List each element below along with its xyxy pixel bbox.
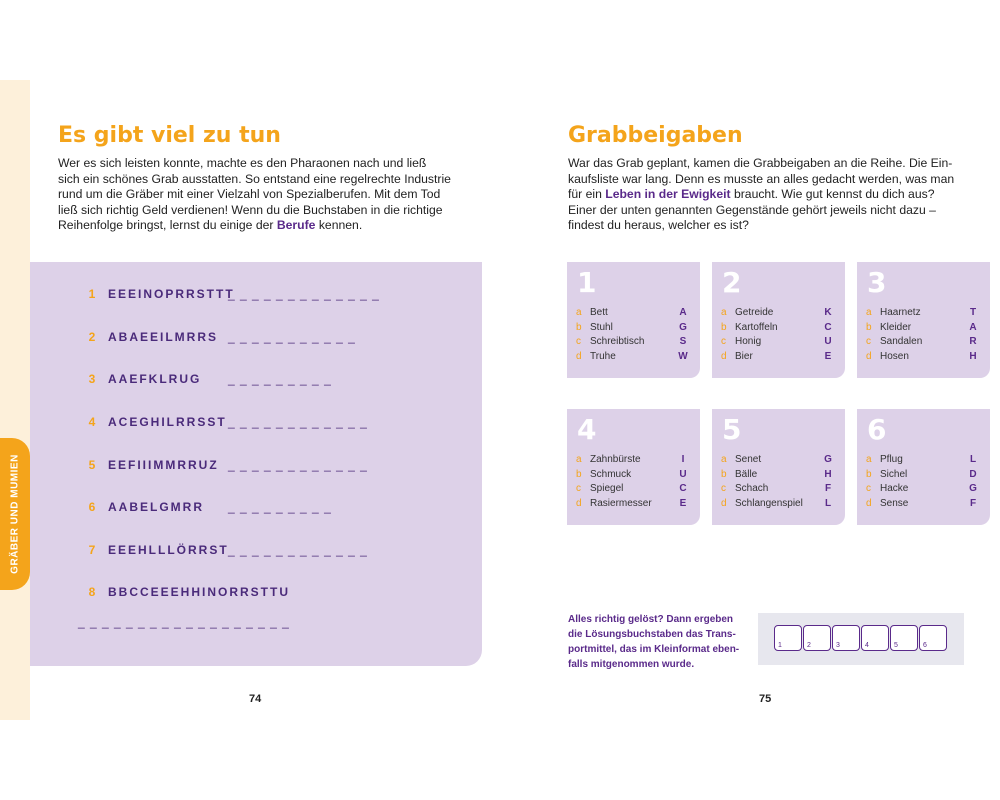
page-number-right: 75 [759,693,772,705]
right-intro-line-5: findest du heraus, welcher es ist? [568,218,749,232]
option-name: Getreide [735,307,774,318]
option-letter: b [721,322,727,333]
option-name: Honig [735,336,762,347]
right-intro-emphasis: Leben in der Ewigkeit [605,187,731,201]
option-letter: b [866,469,872,480]
cell-number: 1 [778,642,782,649]
solution-letter: I [681,454,685,465]
quiz-card-2 [712,262,845,378]
card-option[interactable] [576,322,688,333]
card-number: 2 [722,266,742,299]
puzzle-number: 6 [88,500,96,514]
card-option[interactable] [721,469,833,480]
option-name: Truhe [590,351,616,362]
cell-number: 5 [894,642,898,649]
puzzle-number: 3 [88,372,96,386]
option-letter: a [721,454,727,465]
option-letter: d [721,498,727,509]
left-intro-emphasis: Berufe [276,218,316,232]
card-option[interactable] [576,483,688,494]
solution-cell-4[interactable] [861,625,889,651]
solution-letter: L [824,498,832,509]
solution-letter: U [824,336,832,347]
solution-letter: E [679,498,687,509]
quiz-card-4 [567,409,700,525]
left-intro-line-5 [58,218,458,234]
solution-letter: S [679,336,687,347]
card-option[interactable] [866,469,978,480]
quiz-card-5 [712,409,845,525]
option-name: Kartoffeln [735,322,778,333]
option-name: Sandalen [880,336,923,347]
puzzle-letters: ABAEEILMRRS [108,330,219,344]
card-option[interactable] [721,336,833,347]
solution-letter: H [824,469,832,480]
solution-letter: E [824,351,832,362]
answer-blanks[interactable]: _ _ _ _ _ _ _ _ _ _ _ _ [228,543,368,557]
left-title: Es gibt viel zu tun [58,123,281,148]
right-intro-text: für ein [568,187,606,201]
solution-letter: A [679,307,687,318]
card-option[interactable] [576,469,688,480]
puzzle-number: 8 [88,585,96,599]
left-intro-text: Reihenfolge bringst, lernst du einige der [58,218,277,232]
option-name: Spiegel [590,483,624,494]
right-intro-line-3 [568,187,968,203]
card-option[interactable] [576,454,688,465]
answer-blanks[interactable]: _ _ _ _ _ _ _ _ _ _ _ _ _ _ _ _ _ _ [78,615,290,629]
solution-letter: U [679,469,687,480]
answer-blanks[interactable]: _ _ _ _ _ _ _ _ _ _ _ _ [228,458,368,472]
card-option[interactable] [866,454,978,465]
puzzle-row-4 [30,415,227,429]
puzzle-letters: EEEINOPRRSTTT [108,287,235,301]
solution-letter: H [969,351,977,362]
page-number-left: 74 [249,693,262,705]
solution-line-3: portmittel, das im Kleinformat eben- [568,644,740,655]
puzzle-number: 1 [88,287,96,301]
option-name: Hosen [880,351,909,362]
answer-blanks[interactable]: _ _ _ _ _ _ _ _ _ [228,500,332,514]
answer-blanks[interactable]: _ _ _ _ _ _ _ _ _ [228,372,332,386]
option-letter: b [866,322,872,333]
solution-letter: R [969,336,977,347]
solution-cell-1[interactable] [774,625,802,651]
cell-number: 3 [836,642,840,649]
solution-line-2: die Lösungsbuchstaben das Trans- [568,629,736,640]
right-intro-line-2: kaufsliste war lang. Denn es musste an alles gedacht werden, was man [568,171,955,186]
puzzle-letters: AABELGMRR [108,500,204,514]
card-number: 4 [577,413,597,446]
card-option[interactable] [721,322,833,333]
left-intro-line-4: ließ sich richtig Geld verdienen! Wenn du die Buchstaben in die richtige [58,202,443,217]
card-number: 6 [867,413,887,446]
quiz-card-1 [567,262,700,378]
card-option[interactable] [721,454,833,465]
option-name: Stuhl [590,322,613,333]
option-name: Schmuck [590,469,632,480]
solution-box [758,613,964,665]
quiz-card-3 [857,262,990,378]
card-number: 3 [867,266,887,299]
option-letter: d [576,498,582,509]
option-letter: c [866,336,871,347]
solution-instructions [568,612,748,672]
option-name: Kleider [880,322,912,333]
solution-cell-2[interactable] [803,625,831,651]
left-intro-line-1: Wer es sich leisten konnte, machte es den Pharaonen nach und ließ [58,156,427,170]
option-name: Bier [735,351,753,362]
left-intro-line-3: rund um die Gräber mit einer Vielzahl von Spezialberufen. Mit dem Tod [58,187,441,201]
solution-letter: K [824,307,832,318]
solution-cell-3[interactable] [832,625,860,651]
option-letter: d [721,351,727,362]
quiz-card-6 [857,409,990,525]
card-number: 1 [577,266,597,299]
option-letter: b [576,469,582,480]
solution-letter: D [969,469,977,480]
left-intro-line-2: sich ein schönes Grab ausstatten. So entstand eine regelrechte Industrie [58,171,451,186]
puzzle-row-8 [30,585,290,599]
option-letter: a [721,307,727,318]
cell-number: 2 [807,642,811,649]
solution-line-4: falls mitgenommen wurde. [568,659,695,670]
card-option[interactable] [866,351,978,362]
puzzle-letters: EEFIIIMMRRUZ [108,458,219,472]
puzzle-number: 5 [88,458,96,472]
option-letter: a [576,307,582,318]
option-letter: d [866,351,872,362]
solution-letter: G [679,322,687,333]
puzzle-number: 7 [88,543,96,557]
chapter-tab-label: GRÄBER UND MUMIEN [9,454,21,574]
option-letter: a [866,307,872,318]
option-letter: a [576,454,582,465]
puzzle-panel [30,262,482,666]
puzzle-row-5 [30,458,219,472]
puzzle-row-1 [30,287,235,301]
puzzle-letters: EEEHLLLÖRRST [108,543,229,557]
left-intro-text-end: kennen. [315,218,363,232]
card-number: 5 [722,413,742,446]
option-name: Pflug [880,454,903,465]
card-option[interactable] [866,483,978,494]
solution-cell-6[interactable] [919,625,947,651]
answer-blanks[interactable]: _ _ _ _ _ _ _ _ _ _ _ _ _ [228,287,380,301]
option-letter: c [866,483,871,494]
option-letter: a [866,454,872,465]
option-name: Schreibtisch [590,336,645,347]
solution-cell-5[interactable] [890,625,918,651]
puzzle-letters: BBCCEEEHHINORRSTTU [108,585,291,599]
puzzle-row-7 [30,543,229,557]
puzzle-letters: AAEFKLRUG [108,372,202,386]
card-option[interactable] [866,336,978,347]
card-option[interactable] [576,351,688,362]
cell-number: 6 [923,642,927,649]
option-name: Zahnbürste [590,454,641,465]
option-name: Bett [590,307,608,318]
option-name: Schlangenspiel [735,498,803,509]
option-letter: c [721,483,726,494]
puzzle-number: 4 [88,415,96,429]
option-letter: b [721,469,727,480]
option-name: Rasiermesser [590,498,652,509]
solution-letter: G [824,454,832,465]
right-intro-line-1: War das Grab geplant, kamen die Grabbeigaben an die Reihe. Die Ein- [568,156,953,170]
side-strip [0,80,30,720]
right-intro-line-4: Einer der unten genannten Gegenstände gehört jeweils nicht dazu – [568,202,936,217]
solution-letter: L [969,454,977,465]
solution-letter: T [969,307,977,318]
puzzle-letters: ACEGHILRRSST [108,415,227,429]
solution-letter: A [969,322,977,333]
solution-letter: F [824,483,832,494]
right-intro-text-end: braucht. Wie gut kennst du dich aus? [730,187,935,201]
option-name: Schach [735,483,769,494]
solution-letter: G [969,483,977,494]
left-intro [58,156,458,234]
card-option[interactable] [576,307,688,318]
puzzle-row-3 [30,372,201,386]
card-option[interactable] [721,307,833,318]
solution-letter: C [679,483,687,494]
option-letter: c [576,336,581,347]
option-name: Bälle [735,469,758,480]
right-intro [568,156,968,234]
option-name: Haarnetz [880,307,921,318]
card-option[interactable] [721,483,833,494]
card-option[interactable] [866,498,978,509]
option-name: Senet [735,454,762,465]
card-option[interactable] [721,351,833,362]
solution-letter: W [678,351,688,362]
card-option[interactable] [576,498,688,509]
answer-blanks[interactable]: _ _ _ _ _ _ _ _ _ _ _ _ [228,415,368,429]
cell-number: 4 [865,642,869,649]
option-name: Sichel [880,469,908,480]
solution-letter: F [969,498,977,509]
puzzle-row-6 [30,500,204,514]
card-option[interactable] [866,307,978,318]
option-letter: b [576,322,582,333]
answer-blanks[interactable]: _ _ _ _ _ _ _ _ _ _ _ [228,330,356,344]
puzzle-row-2 [30,330,218,344]
option-letter: c [576,483,581,494]
card-option[interactable] [866,322,978,333]
puzzle-number: 2 [88,330,96,344]
option-name: Hacke [880,483,909,494]
card-option[interactable] [721,498,833,509]
option-name: Sense [880,498,909,509]
card-option[interactable] [576,336,688,347]
solution-letter: C [824,322,832,333]
right-title: Grabbeigaben [568,123,743,148]
solution-line-1: Alles richtig gelöst? Dann ergeben [568,614,734,625]
option-letter: d [866,498,872,509]
option-letter: c [721,336,726,347]
option-letter: d [576,351,582,362]
